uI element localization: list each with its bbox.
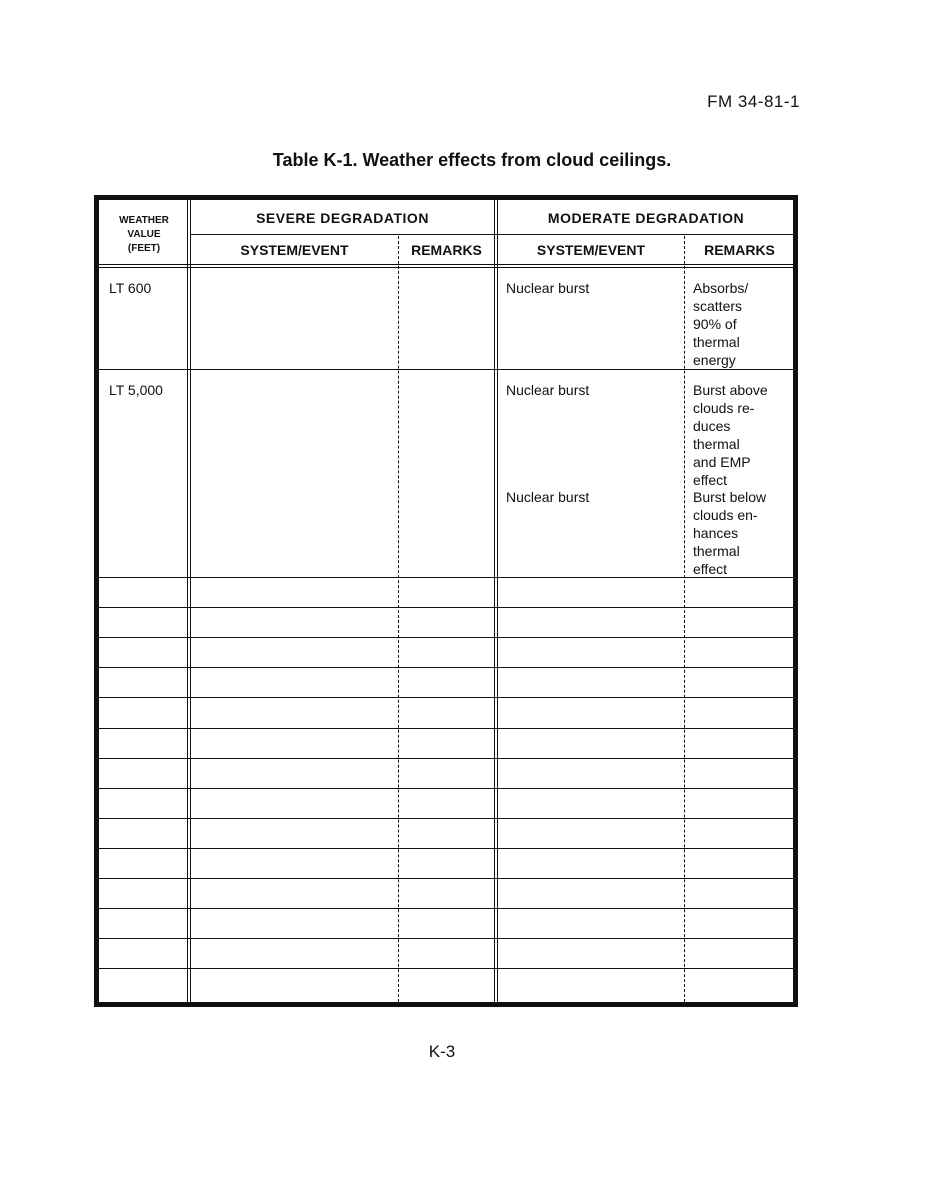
document-id: FM 34-81-1 (707, 92, 800, 111)
row-divider (99, 667, 793, 668)
moderate-remarks-header: REMARKS (704, 242, 775, 258)
weather-value-cell: LT 600 (109, 280, 152, 296)
weather-value-cell: LT 5,000 (109, 382, 163, 398)
weather-header-line: WEATHER (119, 215, 169, 226)
moderate-system-event-header: SYSTEM/EVENT (536, 242, 646, 258)
weather-header-line: (FEET) (127, 243, 161, 254)
row-divider (99, 697, 793, 698)
row-divider (99, 938, 793, 939)
severe-system-event-header: SYSTEM/EVENT (240, 242, 349, 258)
column-divider-weather (187, 200, 191, 1002)
severe-degradation-header: SEVERE DEGRADATION (256, 210, 429, 226)
moderate-degradation-header: MODERATE DEGRADATION (547, 210, 745, 226)
row-divider (99, 758, 793, 759)
column-divider-group (494, 200, 498, 1002)
row-divider (99, 788, 793, 789)
severe-remarks-header: REMARKS (411, 242, 482, 258)
row-divider (99, 369, 793, 370)
row-divider (99, 848, 793, 849)
weather-value-header (99, 214, 189, 256)
moderate-system-event-cell: Nuclear burst (506, 382, 590, 398)
row-divider (99, 607, 793, 608)
moderate-system-event-cell: Nuclear burst (506, 280, 590, 296)
column-divider-moderate-remarks (684, 236, 685, 1002)
table-title: Table K-1. Weather effects from cloud ceilings. (272, 150, 672, 170)
row-divider (99, 728, 793, 729)
row-divider (99, 577, 793, 578)
header-group-divider (191, 234, 793, 235)
page-number: K-3 (428, 1042, 456, 1061)
weather-effects-table (94, 195, 798, 1007)
row-divider (99, 908, 793, 909)
row-divider (99, 818, 793, 819)
moderate-remarks-cell: Burst below clouds en- hances thermal effect (693, 489, 767, 577)
weather-header-line: VALUE (127, 229, 161, 240)
row-divider (99, 878, 793, 879)
row-divider (99, 637, 793, 638)
header-bottom-divider (99, 264, 793, 268)
row-divider (99, 968, 793, 969)
moderate-system-event-cell: Nuclear burst (506, 489, 590, 505)
column-divider-severe-remarks (398, 236, 399, 1002)
moderate-remarks-cell: Absorbs/ scatters 90% of thermal energy (693, 280, 749, 368)
moderate-remarks-cell: Burst above clouds re- duces thermal and EMP effect (693, 382, 768, 488)
